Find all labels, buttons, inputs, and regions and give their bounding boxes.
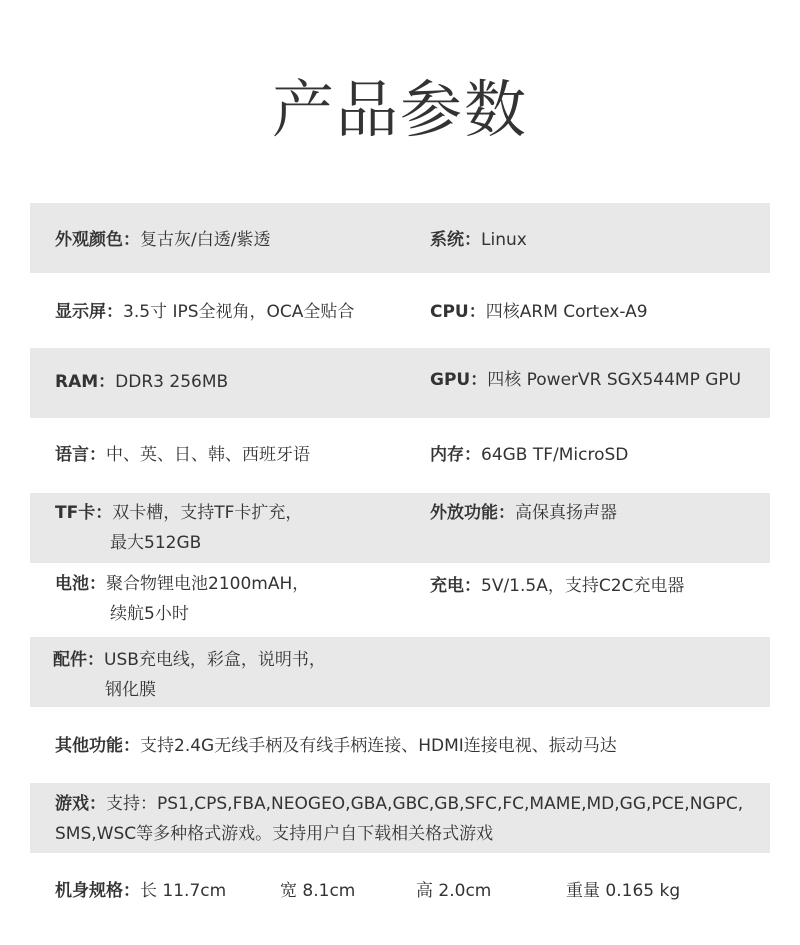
- spec-label: 外观颜色：: [55, 230, 140, 250]
- spec-speaker: [430, 498, 617, 528]
- spec-label: 充电：: [430, 576, 481, 596]
- spec-other: [55, 731, 617, 761]
- spec-value: 复古灰/白透/紫透: [140, 230, 271, 250]
- spec-value: 四核ARM Cortex-A9: [485, 302, 648, 322]
- spec-value: 高保真扬声器: [515, 503, 617, 523]
- spec-size: [55, 876, 226, 906]
- spec-value: USB充电线，彩盒，说明书，: [104, 650, 326, 670]
- spec-label: 配件：: [53, 650, 104, 670]
- spec-size-height: 高 2.0cm: [416, 881, 492, 901]
- spec-gpu: [430, 365, 741, 395]
- spec-label: 电池：: [55, 574, 106, 594]
- spec-label: GPU：: [430, 370, 488, 390]
- spec-value: 支持：PS1,CPS,FBA,NEOGEO,GBA,GBC,GB,SFC,FC,MAME,MD,GG,PCE,NGPC,: [106, 794, 744, 814]
- spec-size-weight: 重量 0.165 kg: [566, 881, 681, 901]
- spec-label: RAM：: [55, 372, 116, 392]
- spec-value: Linux: [481, 230, 527, 250]
- spec-battery-line2: 续航5小时: [110, 604, 189, 624]
- spec-screen: [55, 297, 354, 327]
- spec-accessories-line2: 钢化膜: [105, 680, 156, 700]
- spec-label: 内存：: [430, 445, 481, 465]
- spec-battery: [55, 569, 309, 599]
- spec-charge: [430, 571, 684, 601]
- spec-size-width: 宽 8.1cm: [280, 881, 356, 901]
- spec-label: 其他功能：: [55, 736, 140, 756]
- spec-storage: [430, 440, 628, 470]
- spec-label: CPU：: [430, 302, 486, 322]
- spec-label: 外放功能：: [430, 503, 515, 523]
- spec-value: 聚合物锂电池2100mAH，: [106, 574, 310, 594]
- spec-cpu: [430, 297, 648, 327]
- spec-value: 5V/1.5A，支持C2C充电器: [481, 576, 685, 596]
- spec-label: 游戏：: [55, 794, 106, 814]
- spec-games-line2: SMS,WSC等多种格式游戏。支持用户自下载相关格式游戏: [55, 824, 494, 844]
- spec-tf-line2: 最大512GB: [110, 533, 202, 553]
- spec-label: 机身规格：: [55, 881, 140, 901]
- spec-value: DDR3 256MB: [115, 372, 229, 392]
- page-title: 产品参数: [271, 73, 528, 146]
- spec-ram: [55, 367, 228, 397]
- spec-label: 系统：: [430, 230, 481, 250]
- spec-tf: [55, 498, 302, 528]
- spec-value: 四核 PowerVR SGX544MP GPU: [487, 370, 742, 390]
- spec-value: 支持2.4G无线手柄及有线手柄连接、HDMI连接电视、振动马达: [140, 736, 617, 756]
- spec-value: 3.5寸 IPS全视角，OCA全贴合: [123, 302, 355, 322]
- spec-accessories: [53, 645, 326, 675]
- spec-label: TF卡：: [55, 503, 113, 523]
- spec-value: 中、英、日、韩、西班牙语: [106, 445, 310, 465]
- spec-value: 64GB TF/MicroSD: [481, 445, 629, 465]
- spec-label: 语言：: [55, 445, 106, 465]
- spec-system: [430, 225, 527, 255]
- spec-label: 显示屏：: [55, 302, 123, 322]
- spec-color: [55, 225, 270, 255]
- spec-language: [55, 440, 310, 470]
- spec-games: [55, 789, 743, 819]
- spec-value: 双卡槽，支持TF卡扩充，: [112, 503, 303, 523]
- spec-size-length: 长 11.7cm: [140, 881, 227, 901]
